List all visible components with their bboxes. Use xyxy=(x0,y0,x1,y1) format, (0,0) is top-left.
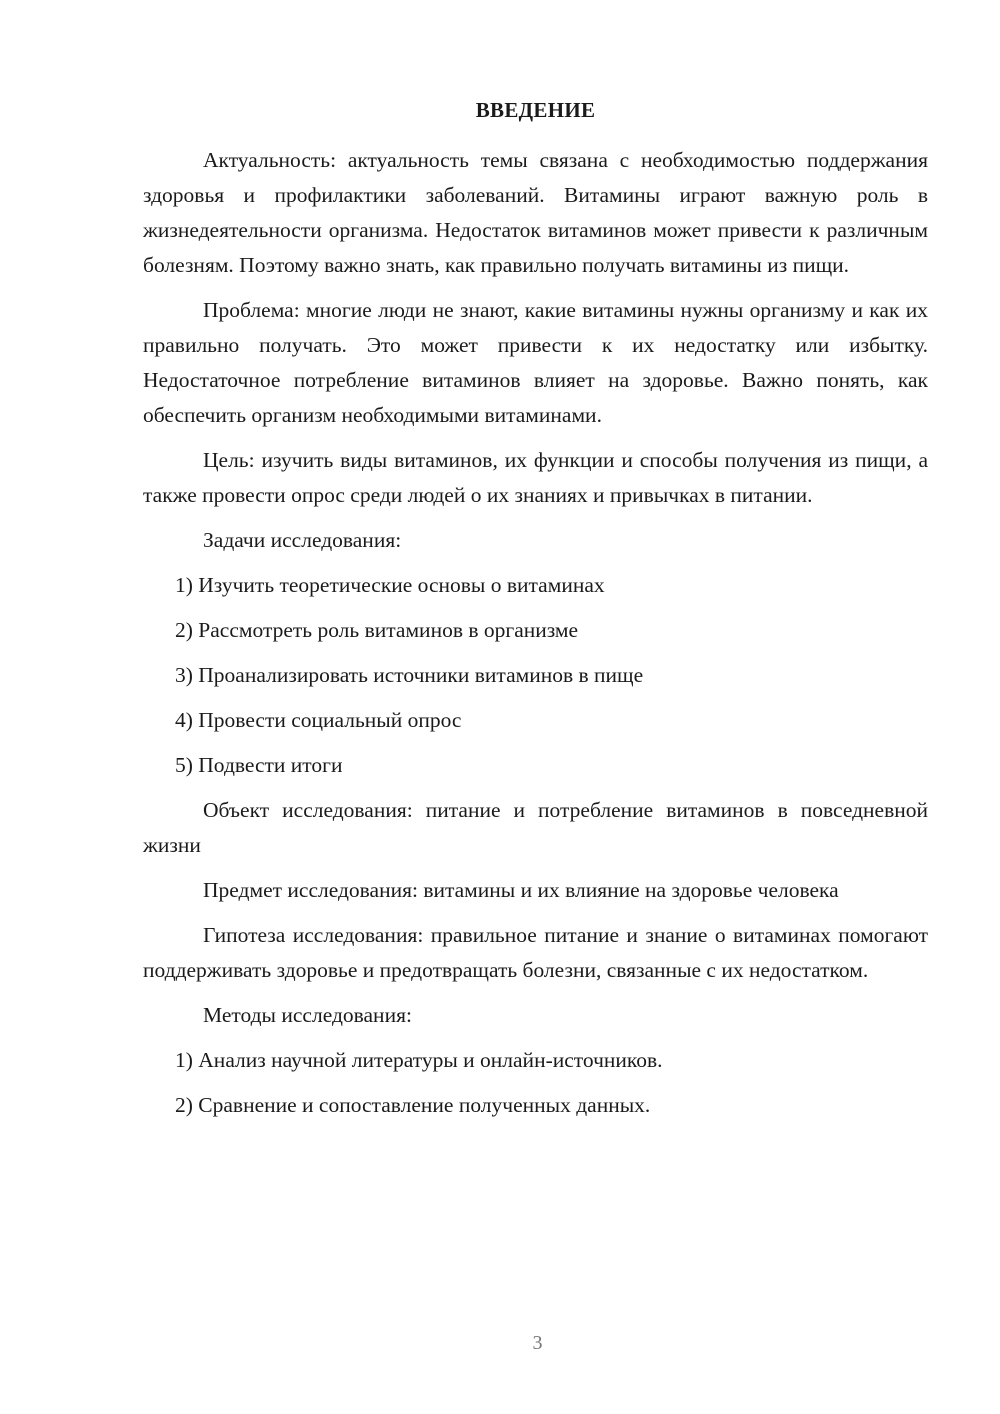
task-item: 1) Изучить теоретические основы о витаминах xyxy=(175,573,605,597)
section-title: ВВЕДЕНИЕ xyxy=(475,98,596,122)
object-paragraph: Объект исследования: питание и потребление витаминов в повседневной жизни xyxy=(143,798,928,857)
subject-paragraph: Предмет исследования: витамины и их влияние на здоровье человека xyxy=(203,878,839,902)
task-item: 3) Проанализировать источники витаминов в пище xyxy=(175,663,644,687)
problem-paragraph: Проблема: многие люди не знают, какие витамины нужны организму и как их правильно получать. Это может привести к их недостатку или избытку. Недостаточное потребление витаминов влияет на здоровье. Важно понять, как обеспечить организм необходимыми витаминами. xyxy=(143,298,928,427)
relevance-paragraph: Актуальность: актуальность темы связана с необходимостью поддержания здоровья и профилактики заболеваний. Витамины играют важную роль в жизнедеятельности организма. Недостаток витаминов может привести к различным болезням. Поэтому важно знать, как правильно получать витамины из пищи. xyxy=(143,148,928,277)
task-item: 5) Подвести итоги xyxy=(175,753,343,777)
tasks-heading: Задачи исследования: xyxy=(203,528,402,552)
goal-paragraph: Цель: изучить виды витаминов, их функции и способы получения из пищи, а также провести опрос среди людей о их знаниях и привычках в питании. xyxy=(143,448,928,507)
method-item: 1) Анализ научной литературы и онлайн-источников. xyxy=(175,1048,663,1072)
hypothesis-paragraph: Гипотеза исследования: правильное питание и знание о витаминах помогают поддерживать здоровье и предотвращать болезни, связанные с их недостатком. xyxy=(143,923,928,982)
methods-heading: Методы исследования: xyxy=(203,1003,412,1027)
method-item: 2) Сравнение и сопоставление полученных данных. xyxy=(175,1093,651,1117)
page-number: 3 xyxy=(532,1332,543,1354)
task-item: 4) Провести социальный опрос xyxy=(175,708,462,732)
page-content xyxy=(143,94,928,1133)
task-item: 2) Рассмотреть роль витаминов в организме xyxy=(175,618,579,642)
